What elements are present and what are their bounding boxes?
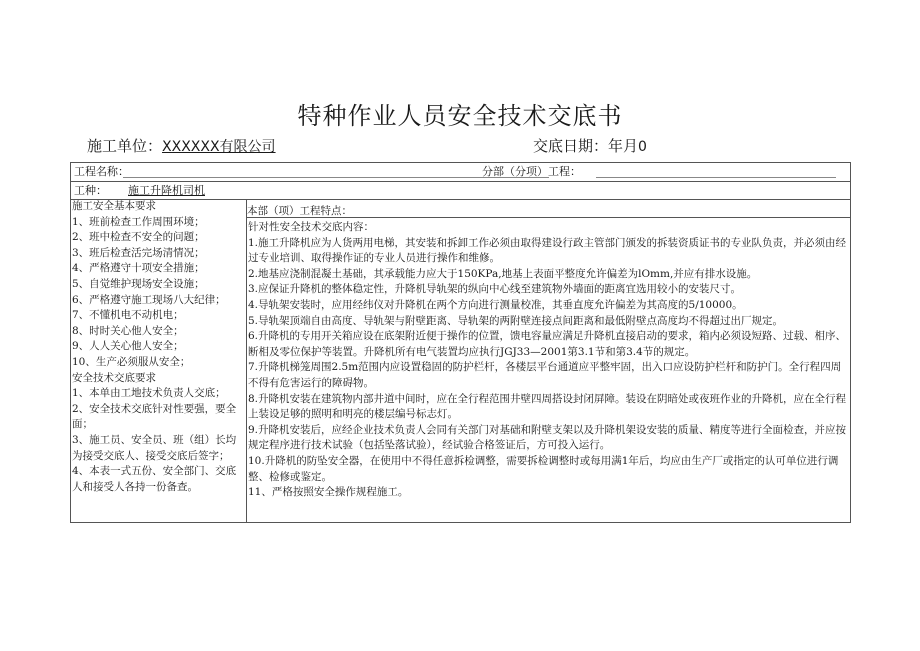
requirement-line: 安全技术交底要求 xyxy=(72,371,156,384)
requirement-line: 3、施工员、安全员、班（组）长均为接受交底人、接受交底后签字； xyxy=(72,433,237,462)
content-item: 6.升降机的专用开关箱应设在底架附近便于操作的位置，馈电容量应满足升降机直接启动的要求，箱内必须设短路、过载、相序、断相及零位保护等装置。升降机所有电气装置均应执行JGJ33—2001第3.1节和第3.4节的规定。 xyxy=(248,330,847,358)
content-item: 2.地基应浇制混凝土基础，其承载能力应大于150KPa,地基上表面平整度允许偏差为lOmm,并应有排水设施。 xyxy=(248,267,758,280)
handover-date-label: 交底日期：年月 xyxy=(533,137,639,155)
handover-date-value: 0 xyxy=(638,139,647,155)
requirement-line: 6、严格遵守施工现场八大纪律； xyxy=(72,293,226,306)
trade-label: 工种： xyxy=(74,184,107,197)
project-features-heading: 本部（项）工程特点： xyxy=(247,205,352,217)
requirement-line: 4、本表一式五份、安全部门、交底人和接受人各持一份备查。 xyxy=(72,465,237,493)
requirement-line: 1、班前检查工作周围环境； xyxy=(72,215,205,228)
requirement-line: 施工安全基本要求 xyxy=(72,200,156,212)
safety-content xyxy=(248,220,850,501)
project-row xyxy=(71,163,850,182)
row-divider xyxy=(246,217,851,218)
requirement-line: 10、生产必须服从安全； xyxy=(72,355,191,368)
content-item: 5.导轨架顶端自由高度、导轨架与附壁距离、导轨架的两附壁连接点间距离和最低附壁点高度均不得超过出厂规定。 xyxy=(248,314,784,327)
requirement-line: 1、本单由工地技术负责人交底； xyxy=(72,387,226,400)
handover-form xyxy=(70,162,851,523)
document-title: 特种作业人员安全技术交底书 xyxy=(297,102,623,130)
content-item: 3.应保证升降机的整体稳定性，升降机导轨架的纵向中心线至建筑物外墙面的距离宜选用较小的安装尺寸。 xyxy=(248,283,742,296)
requirement-line: 7、不懂机电不动机电； xyxy=(72,309,184,322)
requirement-line: 2、安全技术交底针对性要强，要全面； xyxy=(72,402,237,431)
construction-unit-value: XXXXXX有限公司 xyxy=(162,139,276,155)
content-item: 4.导轨架安装时，应用经纬仪对升降机在两个方向进行测量校准，其垂直度允许偏差为其高度的5/10000。 xyxy=(248,298,743,311)
content-item: 11、严格按照安全操作规程施工。 xyxy=(248,486,409,499)
construction-unit xyxy=(87,135,276,156)
content-item: 8.升降机安装在建筑物内部井道中间时，应在全行程范围井壁四周搭设封闭屏障。装设在阴暗处或夜班作业的升降机，应在全行程上装设足够的照明和明亮的楼层编号标志灯。 xyxy=(248,392,847,421)
content-intro: 针对性安全技术交底内容： xyxy=(248,221,374,233)
requirement-line: 4、严格遵守十项安全措施； xyxy=(72,262,205,275)
requirement-line: 2、班中检查不安全的问题； xyxy=(72,231,205,244)
column-divider xyxy=(246,199,247,522)
project-name-label: 工程名称： xyxy=(74,165,129,178)
trade-value: 施工升降机司机 xyxy=(128,184,205,197)
trade-row xyxy=(71,182,850,199)
safety-requirements xyxy=(71,199,246,495)
content-item: 1.施工升降机应为人货两用电梯，其安装和拆卸工作必须由取得建设行政主管部门颁发的拆装资质证书的专业队负责，并必须由经过专业培训、取得操作证的专业人员进行操作和维修。 xyxy=(248,236,847,265)
content-item: 9.升降机安装后，应经企业技术负责人会同有关部门对基础和附壁支架以及升降机架设安装的质量、精度等进行全面检查，并应按规定程序进行技术试验（包括坠落试验），经试验合格签证后，方可投入运行。 xyxy=(248,423,847,452)
construction-unit-label: 施工单位： xyxy=(87,137,163,155)
requirement-line: 3、班后检查活完场清情况； xyxy=(72,246,205,259)
requirement-line: 8、时时关心他人安全； xyxy=(72,324,184,337)
subproject-line xyxy=(596,177,836,178)
content-item: 7.升降机梯笼周围2.5m范围内应设置稳固的防护栏杆，各楼层平台通道应平整牢固，出入口应设防护栏杆和防护门。全行程四周不得有危害运行的障碍物。 xyxy=(248,361,842,389)
requirement-line: 9、人人关心他人安全； xyxy=(72,340,184,353)
content-item: 10.升降机的防坠安全器，在使用中不得任意拆检调整，需要拆检调整时或每用满1年后，均应由生产厂或指定的认可单位进行调整、检修或鉴定。 xyxy=(248,454,839,483)
subproject-label: 分部（分项）工程： xyxy=(482,165,581,178)
requirement-line: 5、自觉维护现场安全设施； xyxy=(72,277,205,290)
handover-date xyxy=(533,135,647,156)
